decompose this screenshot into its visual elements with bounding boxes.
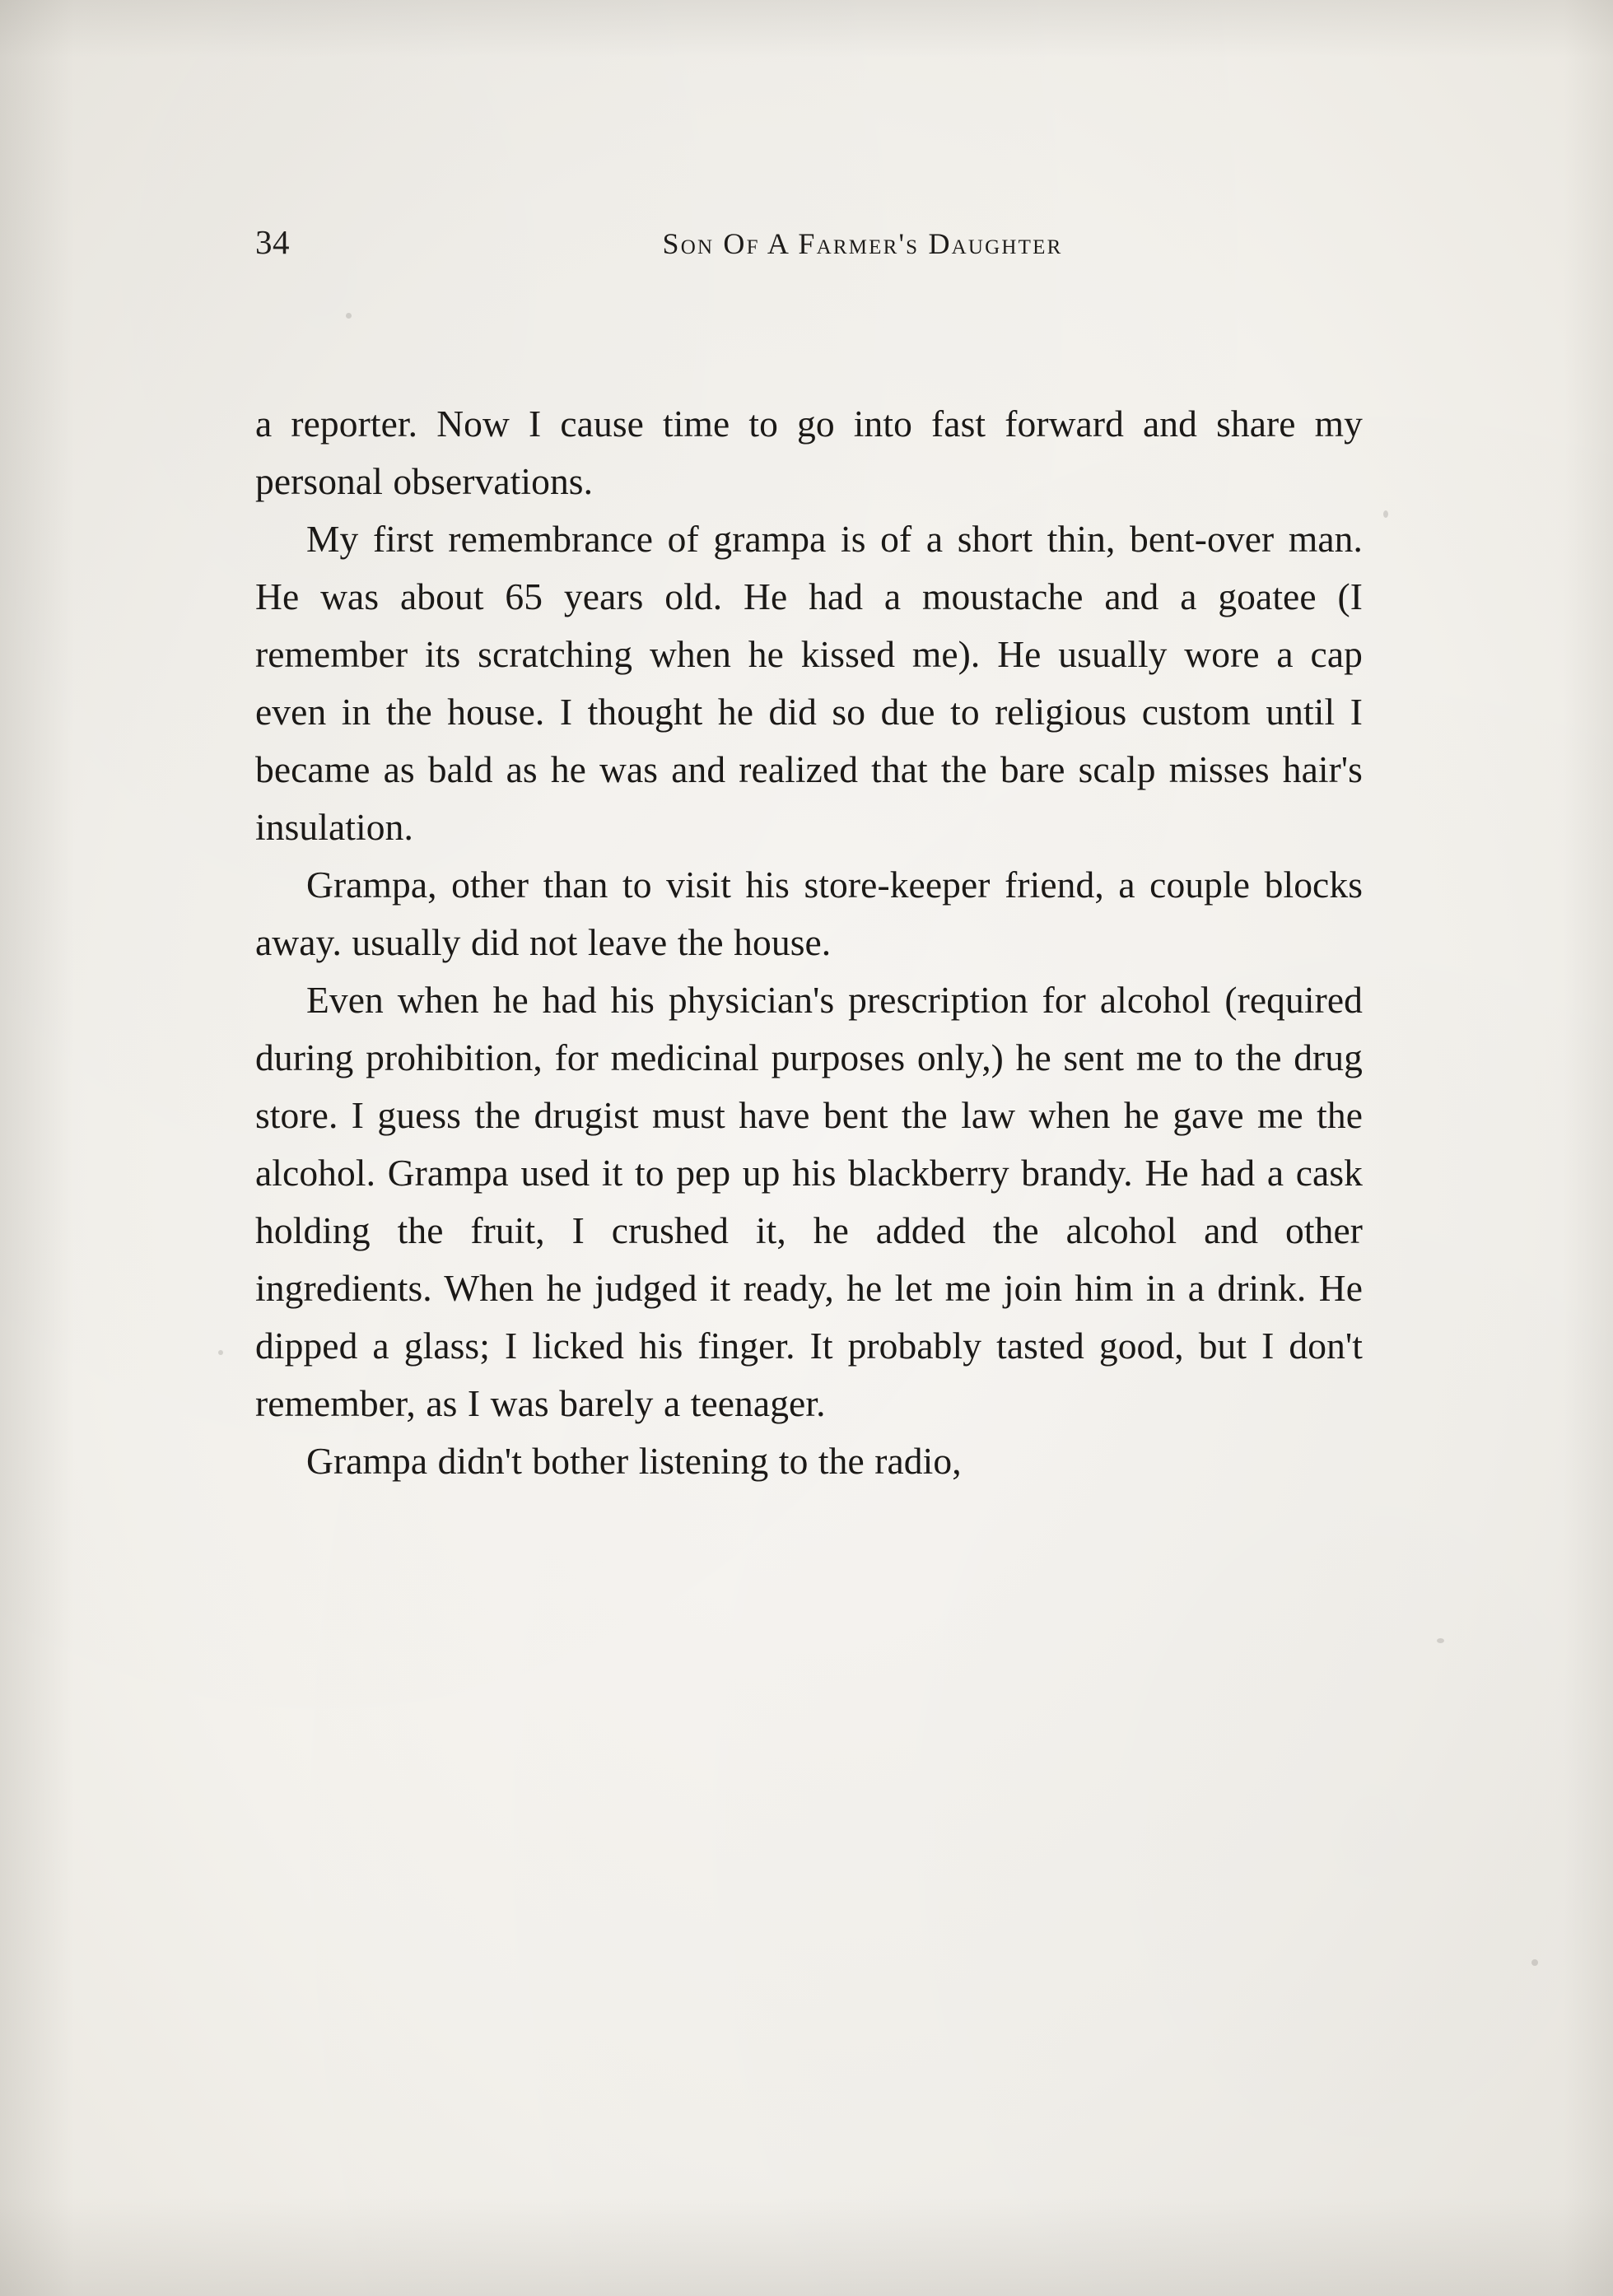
body-copy	[255, 395, 1363, 1490]
paragraph: Grampa, other than to visit his store-keeper friend, a couple blocks away. usually did not leave the house.	[255, 864, 1363, 963]
scan-speck	[1383, 510, 1388, 518]
running-head	[255, 222, 1363, 296]
page-edge-shadow-right	[1564, 0, 1613, 2296]
page-edge-shadow-bottom	[0, 2197, 1613, 2296]
paragraph: Even when he had his physician's prescription for alcohol (required during prohibition, for medicinal purposes only,) he sent me to the drug store. I guess the drugist must have bent the law when he gave me the alcohol. Grampa used it to pep up his blackberry brandy. He had a cask holding the fruit, I crushed it, he added the alcohol and other ingredients. When he judged it ready, he let me join him in a drink. He dipped a glass; I licked his finger. It probably tasted good, but I don't remember, as I was barely a teenager.	[255, 979, 1363, 1424]
paragraph: Grampa didn't bother listening to the radio,	[306, 1440, 962, 1482]
page-number: 34	[255, 223, 290, 261]
page-edge-shadow-left	[0, 0, 74, 2296]
page-edge-shadow-top	[0, 0, 1613, 58]
paragraph: a reporter. Now I cause time to go into fast forward and share my personal observations.	[255, 403, 1363, 502]
scan-speck	[1531, 1959, 1538, 1966]
scan-speck	[218, 1350, 223, 1355]
scan-speck	[1437, 1638, 1444, 1643]
paragraph: My first remembrance of grampa is of a short thin, bent-over man. He was about 65 years old. He had a moustache and a goatee (I remember its scratching when he kissed me). He usually wore a cap even in the house. I thought he did so due to religious custom until I became as bald as he was and realized that the bare scalp misses hair's insulation.	[255, 518, 1363, 848]
text-block	[255, 222, 1363, 1490]
running-head-title: Son Of A Farmer's Daughter	[662, 227, 1063, 260]
